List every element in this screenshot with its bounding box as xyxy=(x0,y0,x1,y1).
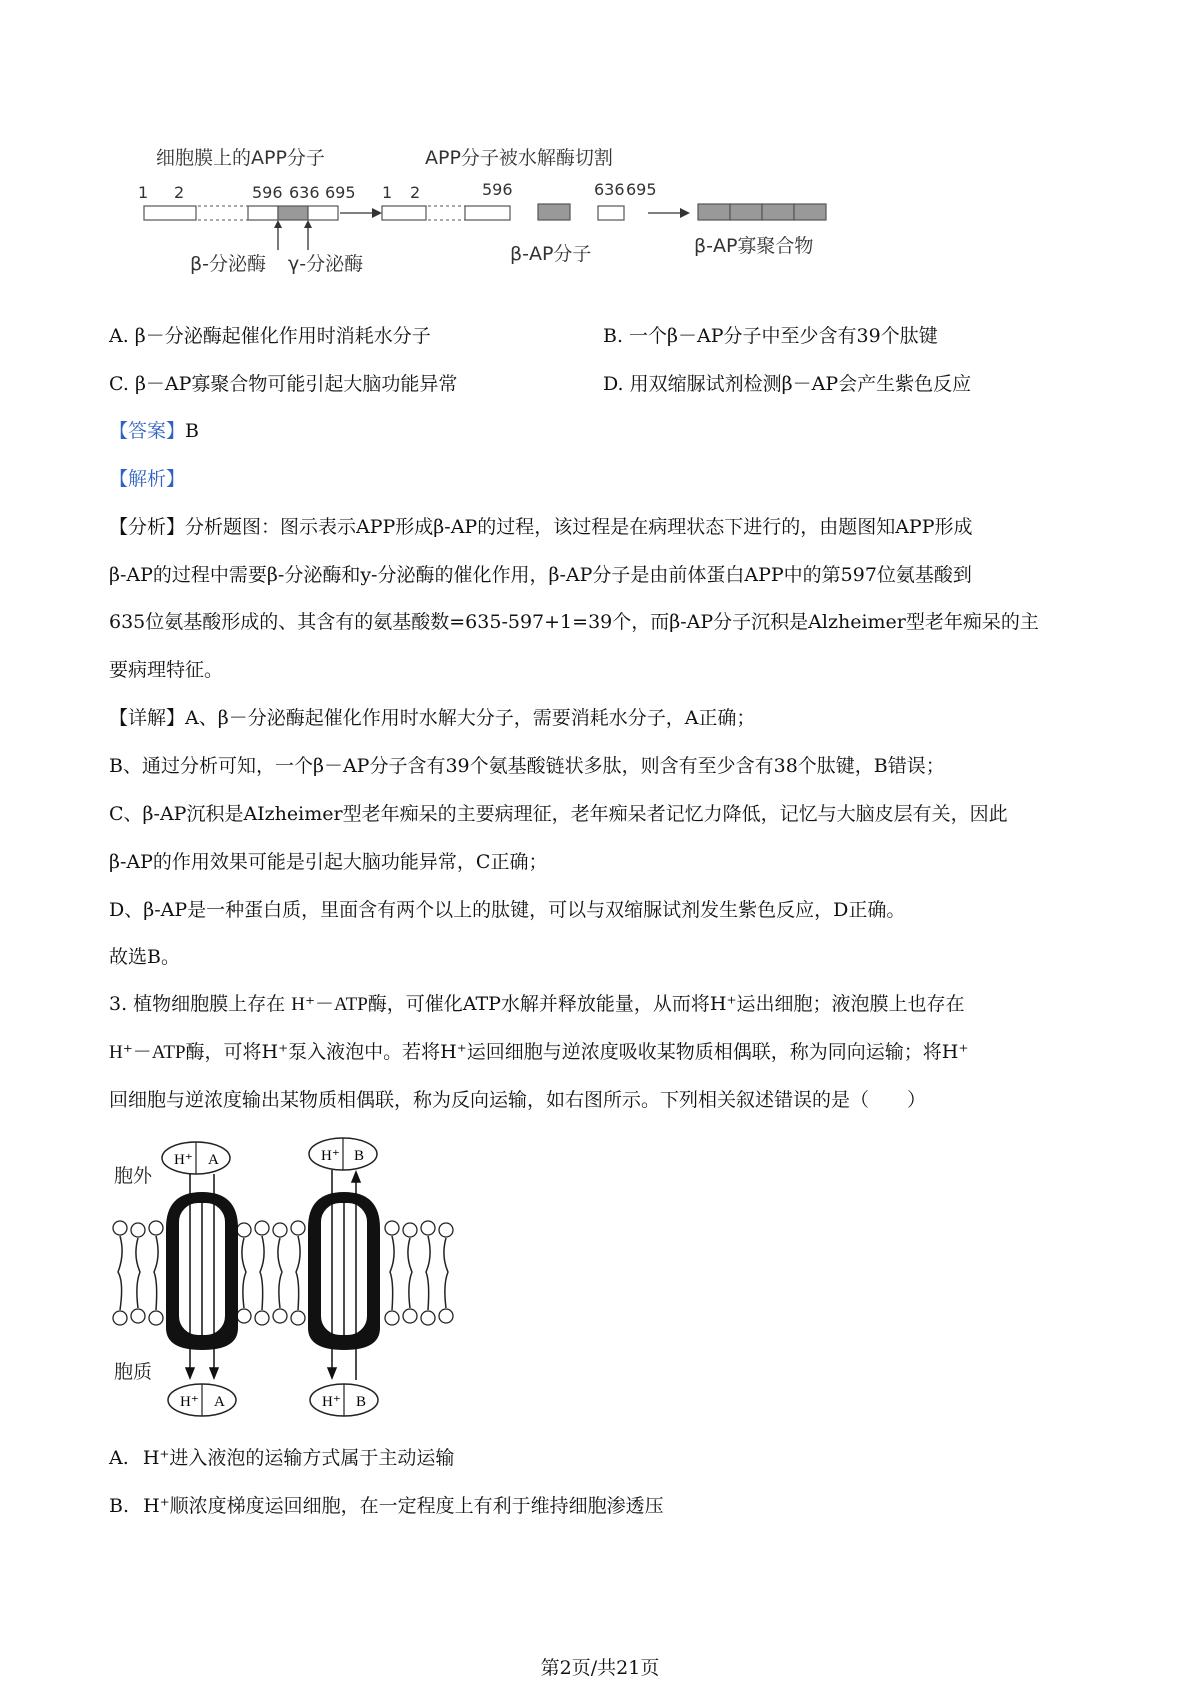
num-1-left: 1 xyxy=(138,183,149,202)
gamma-secretase-arrow xyxy=(304,220,312,250)
q2-option-b: B. 一个β－AP分子中至少含有39个肽键 xyxy=(603,325,938,347)
q3-text-2c: 运回细胞与逆浓度吸收某物质相偶联，称为同向运输；将 xyxy=(466,1041,942,1063)
q3-stem-line-2 xyxy=(109,1038,968,1067)
q3-text-2b: 酶，可将H⁺泵入液泡中。若将 xyxy=(185,1041,441,1063)
q3-option-a-hplus: H⁺ xyxy=(142,1447,170,1469)
num-2-mid: 2 xyxy=(410,183,421,202)
top-oval-right xyxy=(309,1138,377,1170)
top-b-right: B xyxy=(354,1148,365,1164)
q3-formula-hatp-1: H⁺－ATP xyxy=(291,994,368,1015)
app-bar-left xyxy=(144,206,338,220)
transport-protein-left xyxy=(166,1192,238,1350)
analysis-line-3: 635位氨基酸形成的、其含有的氨基酸数=635-597+1=39个，而β-AP分子沉积是Alzheimer型老年痴呆的主 xyxy=(109,611,1039,633)
top-h-right: H⁺ xyxy=(321,1148,340,1164)
app-fragment-bar xyxy=(382,206,510,220)
num-695-mid: 695 xyxy=(626,180,657,199)
analysis-tag: 【解析】 xyxy=(109,468,186,490)
beta-secretase-arrow xyxy=(274,220,282,250)
detail-line-4: β-AP的作用效果可能是引起大脑功能异常，C正确； xyxy=(109,851,548,873)
q3-text-1c: 运出细胞；液泡膜上也存在 xyxy=(736,993,965,1015)
analysis-line-2: β-AP的过程中需要β-分泌酶和y-分泌酶的催化作用，β-AP分子是由前体蛋白APP中的第597位氨基酸到 xyxy=(109,564,972,586)
num-596-left: 596 xyxy=(252,183,283,202)
q3-text-1b: 酶，可催化ATP水解并释放能量，从而将 xyxy=(367,993,710,1015)
num-1-mid: 1 xyxy=(382,183,393,202)
phospholipid-bilayer xyxy=(113,1221,453,1325)
label-inside: 胞质 xyxy=(114,1361,153,1383)
label-membrane-app: 细胞膜上的APP分子 xyxy=(156,147,325,169)
q2-answer xyxy=(109,417,199,445)
analysis-line-1: 【分析】分析题图：图示表示APP形成β-AP的过程，该过程是在病理状态下进行的，由题图知APP形成 xyxy=(109,516,973,538)
q3-stem-line-3: 回细胞与逆浓度输出某物质相偶联，称为反向运输，如右图所示。下列相关叙述错误的是（ ） xyxy=(109,1089,927,1111)
top-a-left: A xyxy=(208,1152,219,1168)
app-cleavage-figure xyxy=(120,140,920,290)
analysis-line-4: 要病理特征。 xyxy=(109,659,224,681)
q3-option-b-prefix: B. xyxy=(109,1495,130,1517)
beta-ap-aggregate xyxy=(698,204,826,220)
label-gamma-secretase: γ-分泌酶 xyxy=(288,253,364,275)
q3-option-b xyxy=(109,1492,664,1520)
bottom-oval-left xyxy=(168,1384,236,1416)
bottom-h-right: H⁺ xyxy=(322,1394,341,1410)
label-outside: 胞外 xyxy=(114,1165,153,1187)
transport-protein-right xyxy=(308,1192,380,1350)
num-695-left: 695 xyxy=(325,183,356,202)
q2-option-c: C. β－AP寡聚合物可能引起大脑功能异常 xyxy=(109,373,458,395)
label-beta-ap-molecule: β-AP分子 xyxy=(510,243,592,265)
q3-formula-hplus-3: H⁺ xyxy=(941,1041,969,1063)
membrane-transport-figure xyxy=(110,1128,470,1428)
num-636-left: 636 xyxy=(289,183,320,202)
top-oval-left xyxy=(162,1142,230,1174)
answer-tag: 【答案】 xyxy=(109,420,186,442)
detail-line-5: D、β-AP是一种蛋白质，里面含有两个以上的肽键，可以与双缩脲试剂发生紫色反应，D正确。 xyxy=(109,899,906,921)
bottom-oval-right xyxy=(310,1384,378,1416)
num-636-mid: 636 xyxy=(594,180,625,199)
q3-text-1a: 3. 植物细胞膜上存在 xyxy=(109,993,286,1015)
q3-formula-hplus-2: H⁺ xyxy=(440,1041,467,1063)
detail-line-6: 故选B。 xyxy=(109,946,180,968)
q3-option-a-prefix: A. xyxy=(109,1447,129,1469)
q2-option-a: A. β－分泌酶起催化作用时消耗水分子 xyxy=(109,325,431,347)
detail-line-3: C、β-AP沉积是AIzheimer型老年痴呆的主要病理征，老年痴呆者记忆力降低，记忆与大脑皮层有关，因此 xyxy=(109,803,1008,825)
num-596-mid: 596 xyxy=(482,180,513,199)
label-beta-ap-aggregate: β-AP寡聚合物 xyxy=(694,235,814,257)
num-2-left: 2 xyxy=(174,183,185,202)
q2-option-d: D. 用双缩脲试剂检测β－AP会产生紫色反应 xyxy=(603,373,972,395)
q3-formula-hplus-1: H⁺ xyxy=(709,993,737,1015)
bottom-a-left: A xyxy=(214,1394,225,1410)
answer-value: B xyxy=(185,420,199,442)
q3-option-a-text: 进入液泡的运输方式属于主动运输 xyxy=(169,1447,455,1469)
arrow-right-2 xyxy=(648,208,690,218)
q3-option-b-hplus: H⁺ xyxy=(143,1495,170,1517)
bottom-b-right: B xyxy=(356,1394,367,1410)
q3-stem-line-1 xyxy=(109,990,965,1019)
label-beta-secretase: β-分泌酶 xyxy=(190,253,266,275)
page-footer: 第2页/共21页 xyxy=(540,1657,660,1679)
q3-option-b-text: 顺浓度梯度运回细胞，在一定程度上有利于维持细胞渗透压 xyxy=(169,1495,664,1517)
top-h-left: H⁺ xyxy=(174,1152,193,1168)
detail-line-1: 【详解】A、β－分泌酶起催化作用时水解大分子，需要消耗水分子，A正确； xyxy=(109,707,756,729)
arrow-right-1 xyxy=(340,208,382,218)
q3-option-a xyxy=(109,1444,454,1472)
beta-ap-fragment xyxy=(538,204,570,220)
label-app-cut: APP分子被水解酶切割 xyxy=(425,147,613,169)
detail-line-2: B、通过分析可知，一个β－AP分子含有39个氨基酸链状多肽，则含有至少含有38个肽键，B错误； xyxy=(109,755,945,777)
c-terminal-fragment xyxy=(598,206,624,220)
q3-formula-hatp-2: H⁺－ATP xyxy=(109,1042,186,1063)
bottom-h-left: H⁺ xyxy=(180,1394,199,1410)
